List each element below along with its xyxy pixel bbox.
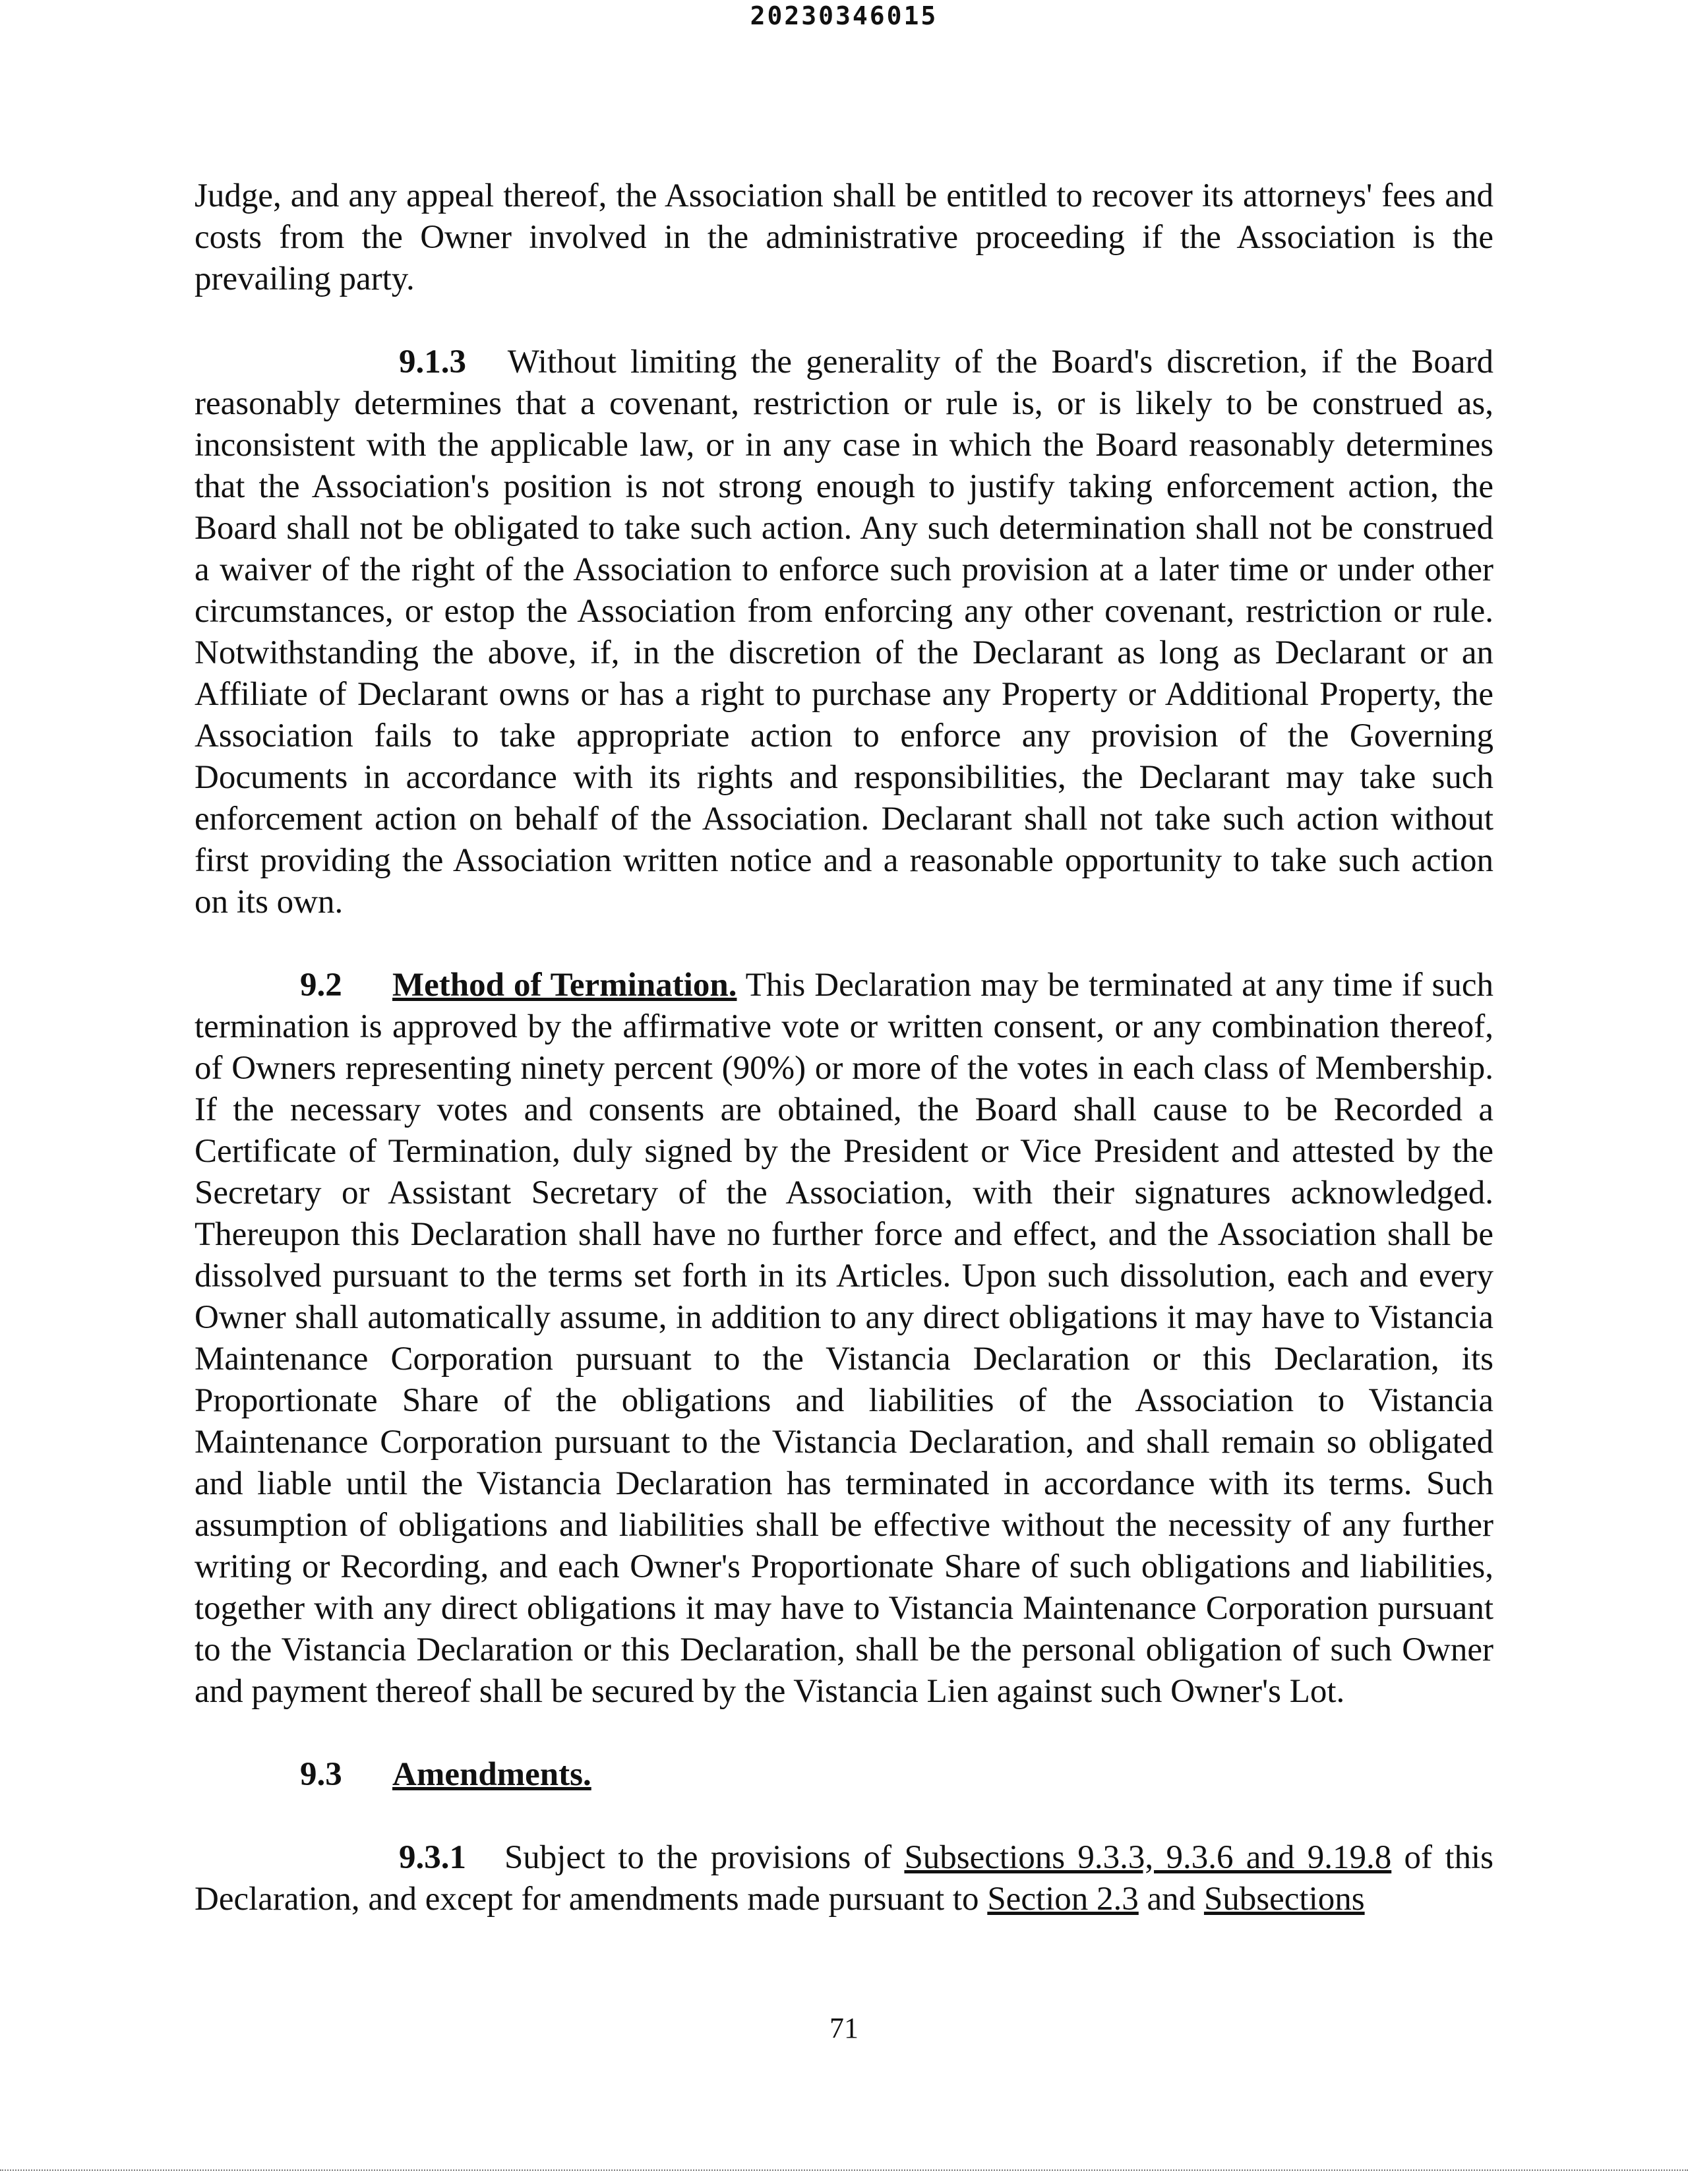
cross-reference: Subsections 9.3.3, 9.3.6 and 9.19.8 bbox=[904, 1839, 1392, 1876]
section-text: This Declaration may be terminated at any time if such termination is approved by the affirmative vote or written consent, or any combination thereof, of Owners representing ninety percent (90%) or more of the votes in each class of Membership. If the necessary votes and consents are obtained, the Board shall cause to be Recorded a Certificate of Termination, duly signed by the President or Vice President and attested by the Secretary or Assistant Secretary of the Association, with their signatures acknowledged. Thereupon this Declaration shall have no further force and effect, and the Association shall be dissolved pursuant to the terms set forth in its Articles. Upon such dissolution, each and every Owner shall automatically assume, in addition to any direct obligations it may have to Vistancia Maintenance Corporation pursuant to the Vistancia Declaration or this Declaration, its Proportionate Share of the obligations and liabilities of the Association to Vistancia Maintenance Corporation pursuant to the Vistancia Declaration, and shall remain so obligated and liable until the Vistancia Declaration has terminated in accordance with its terms. Such assumption of obligations and liabilities shall be effective without the necessity of any further writing or Recording, and each Owner's Proportionate Share of such obligations and liabilities, together with any direct obligations it may have to Vistancia Maintenance Corporation pursuant to the Vistancia Declaration or this Declaration, shall be the personal obligation of such Owner and payment thereof shall be secured by the Vistancia Lien against such Owner's Lot. bbox=[195, 967, 1493, 1710]
document-body bbox=[195, 175, 1493, 1920]
section-number: 9.3 bbox=[300, 1756, 342, 1793]
bottom-divider bbox=[0, 2169, 1688, 2171]
section-number: 9.3.1 bbox=[399, 1839, 466, 1876]
section-text: Subject to the provisions of bbox=[504, 1839, 892, 1876]
section-text: and bbox=[1147, 1881, 1196, 1918]
section-number: 9.2 bbox=[300, 967, 342, 1004]
section-number: 9.1.3 bbox=[399, 344, 466, 380]
section-9-2 bbox=[195, 965, 1493, 1713]
document-number: 20230346015 bbox=[750, 1, 938, 30]
cross-reference: Subsections bbox=[1203, 1881, 1365, 1918]
section-text: Without limiting the generality of the Board's discretion, if the Board reasonably determines that a covenant, restriction or rule is, or is likely to be construed as, inconsistent with the applicable law, or in any case in which the Board reasonably determines that the Association's position is not strong enough to justify taking enforcement action, the Board shall not be obligated to take such action. Any such determination shall not be construed a waiver of the right of the Association to enforce such provision at a later time or under other circumstances, or estop the Association from enforcing any other covenant, restriction or rule. Notwithstanding the above, if, in the discretion of the Declarant as long as Declarant or an Affiliate of Declarant owns or has a right to purchase any Property or Additional Property, the Association fails to take appropriate action to enforce any provision of the Governing Documents in accordance with its rights and responsibilities, the Declarant may take such enforcement action on behalf of the Association. Declarant shall not take such action without first providing the Association written notice and a reasonable opportunity to take such action on its own. bbox=[195, 344, 1493, 921]
page-number: 71 bbox=[829, 2012, 859, 2044]
section-text: of this Declaration, and except for amendments made pursuant to bbox=[195, 1839, 1494, 1918]
section-heading: Amendments. bbox=[392, 1756, 591, 1793]
section-heading: Method of Termination. bbox=[392, 967, 737, 1004]
cross-reference: Section 2.3 bbox=[987, 1881, 1139, 1918]
section-9-3-1 bbox=[195, 1837, 1493, 1920]
section-9-1-3 bbox=[195, 342, 1493, 923]
paragraph-intro: Judge, and any appeal thereof, the Association shall be entitled to recover its attorneys' fees and costs from the Owner involved in the administrative proceeding if the Association is the prevailing party. bbox=[195, 177, 1493, 297]
section-9-3 bbox=[195, 1754, 1493, 1796]
